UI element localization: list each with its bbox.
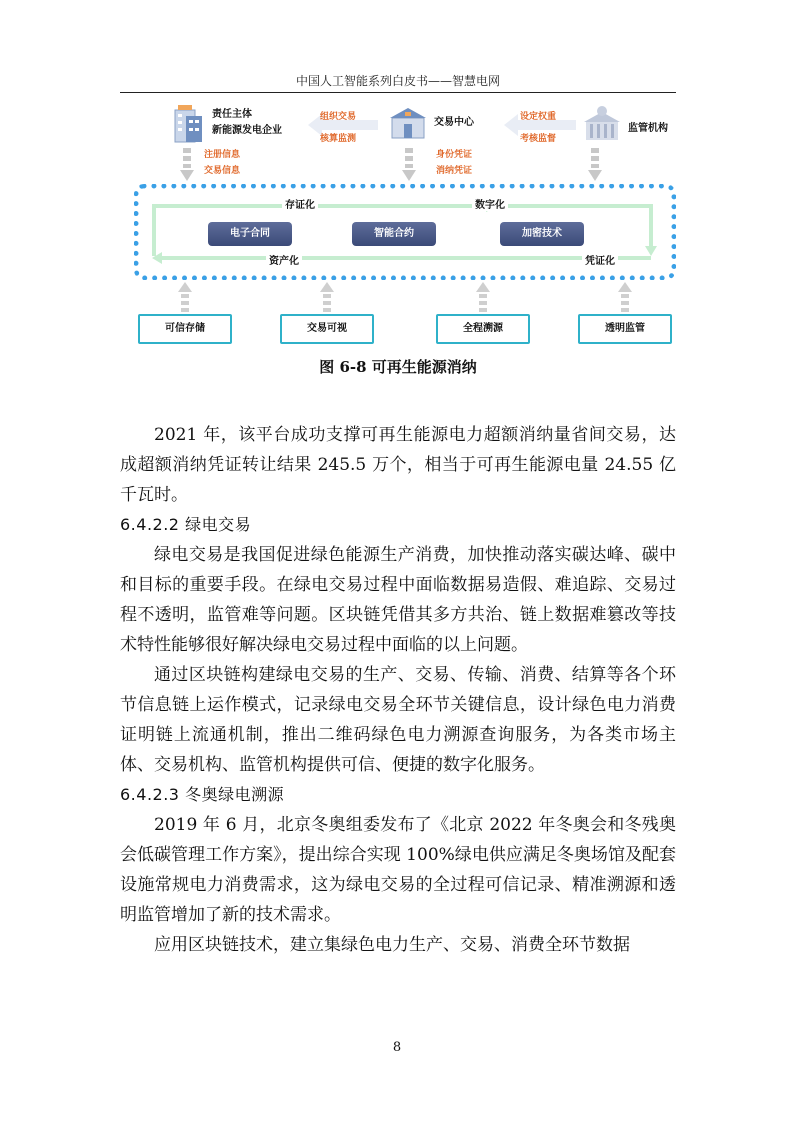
entity-enterprise-line1: 责任主体: [212, 109, 252, 120]
pill-encryption: 加密技术: [500, 222, 584, 246]
entity-trading-center: [390, 106, 474, 140]
figure-caption: 图 6-8 可再生能源消纳: [319, 358, 477, 376]
paragraph-3: 通过区块链构建绿电交易的生产、交易、传输、消费、结算等各个环节信息链上运作模式，记录绿电交易全环节关键信息，设计绿色电力消费证明链上流通机制，推出二维码绿色电力溯源查询服务，为各类市场主体、交易机构、监管机构提供可信、便捷的数字化服务。: [120, 665, 676, 775]
up-arrow-4: [618, 282, 632, 312]
box-transaction-visibility: 交易可视: [280, 314, 374, 344]
box-trusted-storage: 可信存储: [138, 314, 232, 344]
down-arrow-left: [180, 148, 194, 182]
up-arrow-2: [320, 282, 334, 312]
down-center-label-2: 消纳凭证: [436, 166, 473, 176]
arrow-right-label-2: 考核监督: [520, 134, 557, 144]
institution-icon: [390, 106, 426, 140]
box-transparent-supervision: 透明监管: [578, 314, 672, 344]
down-center-label-1: 身份凭证: [436, 150, 473, 160]
entity-enterprise: [172, 102, 282, 144]
entity-enterprise-line2: 新能源发电企业: [212, 125, 282, 136]
pill-smart-contract: 智能合约: [352, 222, 436, 246]
down-left-label-2: 交易信息: [204, 166, 241, 176]
section-heading-6-4-2-3: 6.4.2.3 冬奥绿电溯源: [120, 785, 285, 804]
government-building-icon: [582, 104, 622, 142]
box-full-traceability: 全程溯源: [436, 314, 530, 344]
up-arrow-3: [476, 282, 490, 312]
arrow-right-label-1: 设定权重: [520, 112, 557, 122]
paragraph-1: 2021 年，该平台成功支撑可再生能源电力超额消纳量省间交易，达成超额消纳凭证转让结果 245.5 万个，相当于可再生能源电量 24.55 亿千瓦时。: [120, 425, 676, 505]
header-rule: [120, 92, 676, 93]
body-text: [120, 420, 676, 960]
building-icon: [172, 102, 206, 144]
entity-trading-center-label: 交易中心: [434, 117, 474, 128]
entity-regulator-label: 监管机构: [628, 123, 668, 134]
page-number: 8: [392, 1040, 402, 1055]
arrow-left-label-2: 核算监测: [320, 134, 357, 144]
arrow-left-label-1: 组织交易: [320, 112, 357, 122]
down-left-label-1: 注册信息: [204, 150, 241, 160]
flow-bottom-left: 资产化: [266, 252, 302, 267]
down-arrow-center: [402, 148, 416, 182]
flow-bottom-right: 凭证化: [582, 252, 618, 267]
renewable-consumption-diagram: [120, 96, 690, 350]
up-arrow-1: [178, 282, 192, 312]
pill-electronic-contract: 电子合同: [208, 222, 292, 246]
flow-top-right: 数字化: [472, 196, 508, 211]
paragraph-2: 绿电交易是我国促进绿色能源生产消费，加快推动落实碳达峰、碳中和目标的重要手段。在绿电交易过程中面临数据易造假、难追踪、交易过程不透明，监管难等问题。区块链凭借其多方共治、链上数据难篡改等技术特性能够很好解决绿电交易过程中面临的以上问题。: [120, 545, 676, 655]
section-heading-6-4-2-2: 6.4.2.2 绿电交易: [120, 515, 252, 534]
paragraph-4: 2019 年 6 月，北京冬奥组委发布了《北京 2022 年冬奥会和冬残奥会低碳管理工作方案》，提出综合实现 100%绿电供应满足冬奥场馆及配套设施常规电力消费需求，这为绿电交易的全过程可信记录、精准溯源和透明监管增加了新的技术需求。: [120, 815, 676, 925]
down-arrow-right: [588, 148, 602, 182]
flow-top-left: 存证化: [282, 196, 318, 211]
paragraph-5: 应用区块链技术，建立集绿色电力生产、交易、消费全环节数据: [154, 935, 630, 955]
entity-regulator: [582, 104, 668, 142]
page-header: 中国人工智能系列白皮书——智慧电网: [295, 74, 500, 88]
